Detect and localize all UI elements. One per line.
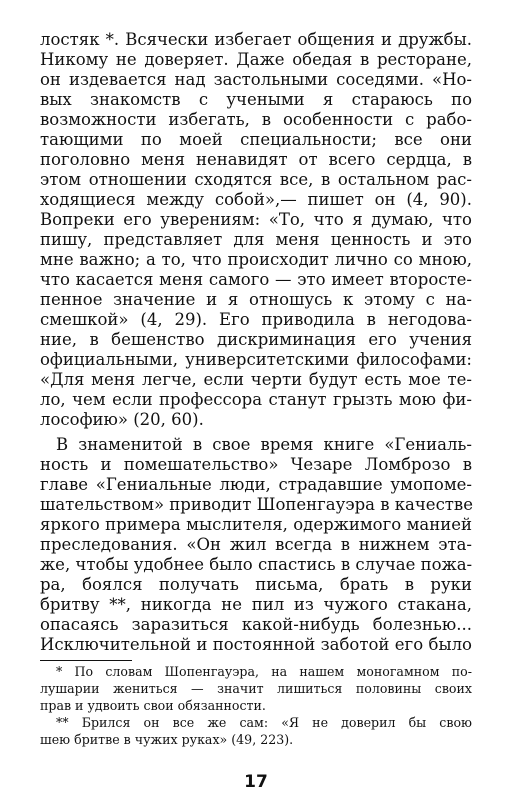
text-line: он издевается над застольными соседями. «Но- — [40, 70, 472, 89]
text-line: ходящиеся между собой»,— пишет он (4, 90). — [40, 190, 472, 209]
text-line: пишу, представляет для меня ценность и это — [40, 230, 472, 249]
footnote-line: * По словам Шопенгауэра, на нашем моногамном по- — [56, 664, 472, 679]
footnote-line: шею бритве в чужих руках» (49, 223). — [40, 732, 294, 747]
text-line: ность и помешательство» Чезаре Ломброзо в — [40, 455, 472, 474]
footnote-line: ** Брился он все же сам: «Я не доверил бы свою — [56, 715, 472, 730]
text-line: яркого примера мыслителя, одержимого манией — [40, 515, 472, 534]
text-line: пенное значение и я отношусь к этому с на- — [40, 290, 472, 309]
text-line: мне важно; а то, что происходит лично со мною, — [40, 250, 472, 269]
text-line: шательством» приводит Шопенгауэра в качестве — [40, 495, 473, 514]
text-line: ло, чем если профессора станут грызть мою фи- — [40, 390, 472, 409]
text-line: ра, боялся получать письма, брать в руки — [40, 575, 472, 594]
page-number: 17 — [244, 772, 268, 792]
text-line: смешкой» (4, 29). Его приводила в негодова- — [40, 310, 472, 329]
text-line: официальными, университетскими философами: — [40, 350, 472, 369]
footnote-line: лушарии жениться — значит лишиться половины своих — [40, 681, 472, 696]
text-line: этом отношении сходятся все, в остальном рас- — [40, 170, 472, 189]
text-line: что касается меня самого — это имеет второсте- — [40, 270, 472, 289]
text-line: главе «Гениальные люди, страдавшие умопоме- — [40, 475, 472, 494]
footnote-line: прав и удвоить свои обязанности. — [40, 698, 266, 713]
text-line: лософию» (20, 60). — [40, 410, 204, 429]
text-line: Никому не доверяет. Даже обедая в ресторане, — [40, 50, 472, 69]
text-line: ние, в бешенство дискриминация его учения — [40, 330, 472, 349]
text-line: возможности избегать, в особенности с рабо- — [40, 110, 472, 129]
text-line: вых знакомств с учеными я стараюсь по — [40, 90, 472, 109]
text-line: поголовно меня ненавидят от всего сердца, в — [40, 150, 472, 169]
text-line: опасаясь заразиться какой-нибудь болезнью... — [40, 615, 472, 634]
text-line: Вопреки его уверениям: «То, что я думаю, что — [40, 210, 472, 229]
text-line: Исключительной и постоянной заботой его было — [40, 635, 472, 654]
paragraph-first-line: В знаменитой в свое время книге «Гениаль- — [56, 435, 472, 454]
text-line: бритву **, никогда не пил из чужого стакана, — [40, 595, 472, 614]
text-line: лостяк *. Всячески избегает общения и дружбы. — [40, 30, 472, 49]
text-line: же, чтобы удобнее было спастись в случае пожа- — [40, 555, 473, 574]
text-line: преследования. «Он жил всегда в нижнем эта- — [40, 535, 472, 554]
text-line: «Для меня легче, если черти будут есть мое те- — [40, 370, 472, 389]
text-line: тающими по моей специальности; все они — [40, 130, 472, 149]
footnote-divider — [40, 660, 132, 661]
